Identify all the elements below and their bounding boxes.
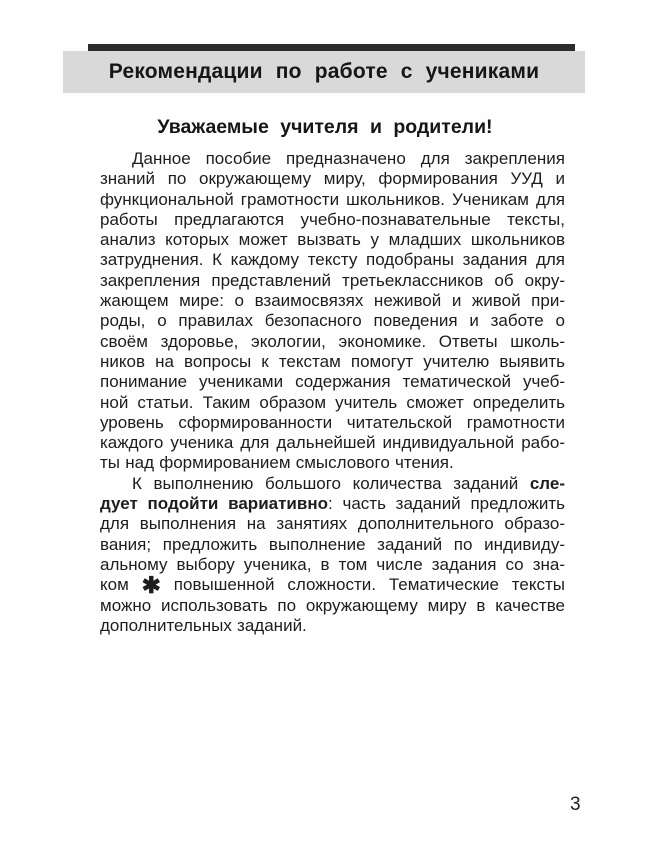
text-line: вания; предложить выполнение заданий по индивиду-: [100, 534, 565, 554]
greeting-heading: Уважаемые учителя и родители!: [157, 116, 493, 138]
text-line: К выполнению большого количества заданий сле-: [132, 473, 565, 493]
text-line: анализ которых может вызвать у младших школьников: [100, 230, 565, 250]
text-line: ты над формированием смыслового чтения.: [100, 453, 454, 473]
text-line: своём здоровье, экологии, экономике. Ответы школь-: [100, 331, 565, 351]
text-line: работы предлагаются учебно-познавательные тексты,: [100, 209, 565, 229]
text-line: альному выбору ученика, в том числе задания со зна-: [100, 554, 565, 574]
text-line: понимание учениками содержания тематической учеб-: [100, 372, 565, 392]
text-line: ной статьи. Таким образом учитель сможет определить: [100, 392, 565, 412]
asterisk-icon: ✱: [141, 572, 161, 599]
text-line: можно использовать по окружающему миру в качестве: [100, 595, 565, 615]
paragraph: [100, 149, 565, 474]
text-line: для выполнения на занятиях дополнительного образо-: [100, 514, 565, 534]
section-title-box: [63, 51, 585, 93]
text-line: ников на вопросы к текстам помогут учителю выявить: [100, 351, 565, 371]
text-line: Данное пособие предназначено для закрепления: [132, 149, 565, 168]
text-line: уровень сформированности читательской грамотности: [100, 412, 565, 432]
page-number: 3: [570, 794, 581, 815]
body-text: [100, 149, 565, 636]
text-line: затруднения. К каждому тексту подобраны задания для: [100, 250, 565, 270]
text-line: роды, о правилах безопасного поведения и заботе о: [100, 311, 565, 331]
text-line: функциональной грамотности школьников. Ученикам для: [100, 189, 565, 209]
section-title: Рекомендации по работе с учениками: [108, 60, 540, 83]
paragraph: [100, 474, 565, 636]
text-line: дополнительных заданий.: [100, 615, 307, 635]
title-accent-bar: [88, 44, 575, 51]
text-line: закрепления представлений третьеклассников об окру-: [100, 270, 565, 290]
text-line: жающем мире: о взаимосвязях неживой и живой при-: [100, 291, 565, 311]
text-line: знаний по окружающему миру, формирования УУД и: [100, 169, 565, 189]
text-line: дует подойти вариативно: часть заданий предложить: [100, 494, 565, 514]
text-line: ком ✱ повышенной сложности. Тематические тексты: [100, 572, 565, 599]
text-line: каждого ученика для дальнейшей индивидуальной рабо-: [100, 433, 565, 453]
